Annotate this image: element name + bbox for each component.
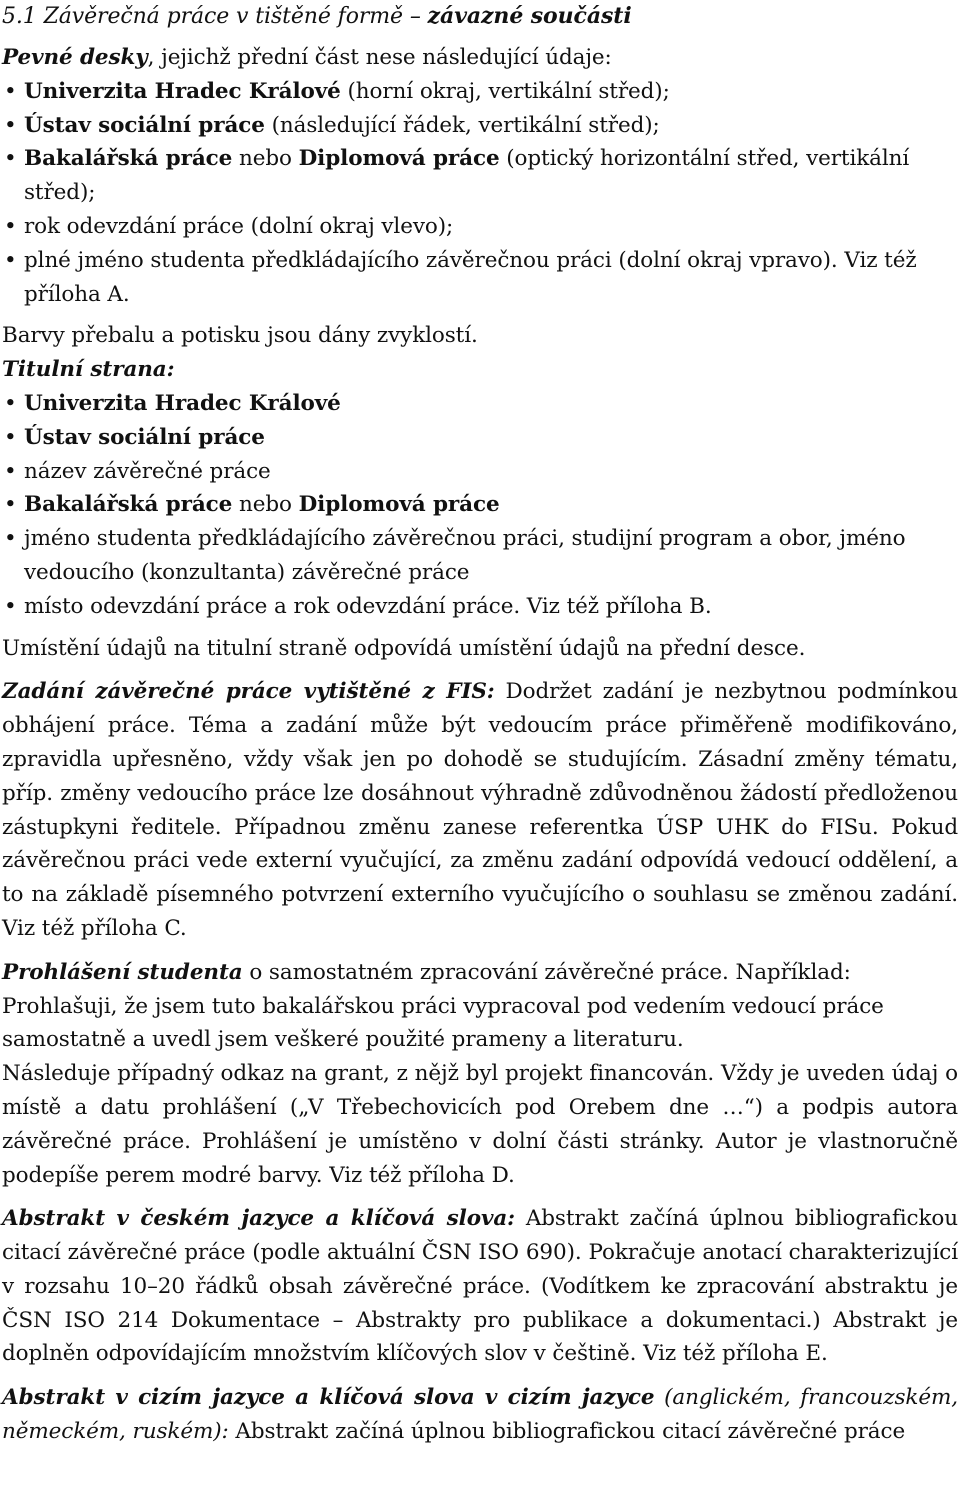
covers-intro <box>2 41 958 75</box>
declaration-paragraph <box>2 956 958 990</box>
list-item <box>2 387 958 421</box>
list-item-text: plné jméno studenta předkládajícího závěrečnou práci (dolní okraj vpravo). Viz též příloha A. <box>24 247 917 307</box>
covers-colors-note: Barvy přebalu a potisku jsou dány zvyklostí. <box>2 323 478 349</box>
list-item <box>2 109 958 143</box>
list-item-text: jméno studenta předkládajícího závěrečnou práci, studijní program a obor, jméno vedoucího (konzultanta) závěrečné práce <box>24 526 906 585</box>
list-item-text: nebo <box>232 146 299 172</box>
abstract-cz-lead: Abstrakt v českém jazyce a klíčová slova: <box>2 1206 515 1232</box>
list-item-text: (optický horizontální střed, vertikální střed); <box>24 146 910 206</box>
list-item-text: místo odevzdání práce a rok odevzdání práce. Viz též příloha B. <box>24 593 712 619</box>
covers-list <box>2 75 958 312</box>
list-item-bold: Ústav sociální práce <box>24 424 265 450</box>
list-item <box>2 522 958 590</box>
list-item-text: (horní okraj, vertikální střed); <box>340 78 670 104</box>
list-item-text: (následující řádek, vertikální střed); <box>264 112 660 138</box>
section-dash: – <box>402 4 428 29</box>
title-page-lead: Titulní strana: <box>2 357 175 383</box>
abstract-cz-text: Abstrakt začíná úplnou bibliografickou citací závěrečné práce (podle aktuální ČSN ISO 690). Pokračuje anotací charakterizující v rozsahu 10–20 řádků obsah závěrečné práce. (Vodítkem ke zpracování abstraktu je ČSN ISO 214 Dokumentace – Abstrakty pro publikace a dokumentaci.) Abstrakt je doplněn odpovídajícím množstvím klíčových slov v češtině. Viz též příloha E. <box>2 1206 958 1367</box>
abstract-foreign-paragraph <box>2 1381 958 1449</box>
list-item <box>2 210 958 244</box>
assignment-paragraph <box>2 675 958 945</box>
section-subtitle: závazné součásti <box>427 3 632 29</box>
list-item-bold: Diplomová práce <box>298 146 500 172</box>
list-item <box>2 488 958 522</box>
section-number: 5.1 <box>2 4 37 29</box>
list-item <box>2 590 958 624</box>
declaration-lead: Prohlášení studenta <box>2 959 243 985</box>
assignment-lead: Zadání závěrečné práce vytištěné z FIS: <box>2 679 495 705</box>
list-item <box>2 455 958 489</box>
declaration-example: Prohlašuji, že jsem tuto bakalářskou práci vypracoval pod vedením vedoucí práce samostatně a uvedl jsem veškeré použité prameny a literaturu. <box>2 993 884 1053</box>
title-page-list <box>2 387 958 624</box>
list-item-bold: Diplomová práce <box>298 492 500 518</box>
title-page-note: Umístění údajů na titulní straně odpovídá umístění údajů na přední desce. <box>2 635 806 661</box>
list-item-text: nebo <box>232 492 299 518</box>
assignment-text: Dodržet zadání je nezbytnou podmínkou obhájení práce. Téma a zadání může být vedoucím práce přiměřeně modifikováno, zpravidla upřesněno, vždy však jen po dohodě se studujícím. Zásadní změny tématu, příp. změny vedoucího práce lze dosáhnout výhradně zdůvodněnou žádostí předloženou zástupkyni ředitele. Případnou změnu zanese referentka ÚSP UHK do FISu. Pokud závěrečnou práci vede externí vyučující, za změnu zadání odpovídá vedoucí oddělení, a to na základě písemného potvrzení externího vyučujícího o souhlasu se změnou zadání. Viz též příloha C. <box>2 679 958 941</box>
list-item-bold: Univerzita Hradec Králové <box>24 390 341 416</box>
section-title: Závěrečná práce v tištěné formě <box>43 4 403 29</box>
list-item-bold: Ústav sociální práce <box>24 112 265 138</box>
list-item-text: název závěrečné práce <box>24 458 271 484</box>
section-heading <box>2 0 958 33</box>
abstract-foreign-languages: (anglickém, francouzském, německém, ruském): <box>2 1385 958 1445</box>
declaration-line1: o samostatném zpracování závěrečné práce. Například: <box>242 959 851 985</box>
list-item-text: rok odevzdání práce (dolní okraj vlevo); <box>24 213 454 239</box>
declaration-details: Následuje případný odkaz na grant, z nějž byl projekt financován. Vždy je uveden údaj o místě a datu prohlášení („V Třebechovicích pod Orebem dne …“) a podpis autora závěrečné práce. Prohlášení je umístěno v dolní části stránky. Autor je vlastnoručně podepíše perem modré barvy. Viz též příloha D. <box>2 1061 958 1188</box>
covers-intro-text: , jejichž přední část nese následující údaje: <box>147 45 612 70</box>
abstract-cz-paragraph <box>2 1202 958 1371</box>
list-item <box>2 244 958 312</box>
list-item-bold: Bakalářská práce <box>24 146 233 172</box>
list-item-bold: Univerzita Hradec Králové <box>24 78 341 104</box>
covers-lead: Pevné desky <box>2 45 148 70</box>
abstract-foreign-lead: Abstrakt v cizím jazyce a klíčová slova v cizím jazyce <box>2 1385 655 1411</box>
list-item <box>2 421 958 455</box>
list-item <box>2 142 958 210</box>
list-item <box>2 75 958 109</box>
list-item-bold: Bakalářská práce <box>24 492 233 518</box>
abstract-foreign-text: Abstrakt začíná úplnou bibliografickou citací závěrečné práce <box>228 1419 906 1445</box>
